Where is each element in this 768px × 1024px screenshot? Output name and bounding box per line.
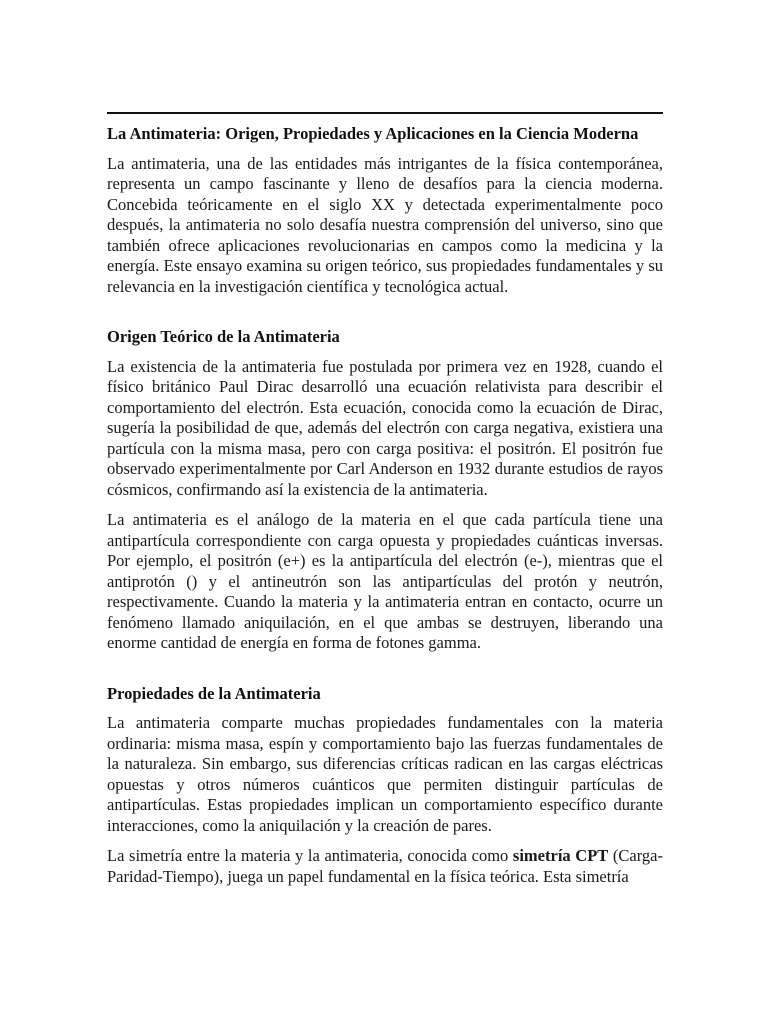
paragraph-simetria-cpt [107,846,663,887]
section-heading-origen: Origen Teórico de la Antimateria [107,327,340,346]
paragraph-dirac: La existencia de la antimateria fue postulada por primera vez en 1928, cuando el físico británico Paul Dirac desarrolló una ecuación relativista para describir el comportamiento del electrón. Esta ecuación, conocida como la ecuación de Dirac, sugería la posibilidad de que, además del electrón con carga negativa, existiera una partícula con la misma masa, pero con carga positiva: el positrón. El positrón fue observado experimentalmente por Carl Anderson en 1932 durante estudios de rayos cósmicos, confirmando así la existencia de la antimateria. [107,356,663,499]
document-page [107,112,663,897]
section-origen [107,327,663,654]
cpt-bold-term: simetría CPT [512,846,609,865]
cpt-text-after: (Carga-Paridad-Tiempo), juega un papel fundamental en la física teórica. Esta simetría [107,846,663,886]
paragraph-analogo: La antimateria es el análogo de la materia en el que cada partícula tiene una antipartícula correspondiente con carga opuesta y propiedades cuánticas inversas. Por ejemplo, el positrón (e+) es la antipartícula del electrón (e-), mientras que el antiprotón () y el antineutrón son las antipartículas del protón y neutrón, respectivamente. Cuando la materia y la antimateria entran en contacto, ocurre un fenómeno llamado aniquilación, en el que ambas se destruyen, liberando una enorme cantidad de energía en forma de fotones gamma. [107,510,663,652]
paragraph-propiedades: La antimateria comparte muchas propiedades fundamentales con la materia ordinaria: misma masa, espín y comportamiento bajo las fuerzas fundamentales de la naturaleza. Sin embargo, sus diferencias críticas radican en las cargas eléctricas opuestas y otros números cuánticos que permiten distinguir partículas de antipartículas. Estas propiedades implican un comportamiento específico durante interacciones, como la aniquilación y la creación de pares. [107,713,663,835]
document-title: La Antimateria: Origen, Propiedades y Aplicaciones en la Ciencia Moderna [107,124,639,143]
cpt-text-before: La simetría entre la materia y la antimateria, conocida como [107,846,513,865]
top-divider [107,112,663,114]
intro-paragraph: La antimateria, una de las entidades más intrigantes de la física contemporánea, representa un campo fascinante y lleno de desafíos para la ciencia moderna. Concebida teóricamente en el siglo XX y detectada experimentalmente poco después, la antimateria no solo desafía nuestra comprensión del universo, sino que también ofrece aplicaciones revolucionarias en campos como la medicina y la energía. Este ensayo examina su origen teórico, sus propiedades fundamentales y su relevancia en la investigación científica y tecnológica actual. [107,153,663,296]
section-heading-propiedades: Propiedades de la Antimateria [107,683,321,703]
section-propiedades [107,684,663,888]
